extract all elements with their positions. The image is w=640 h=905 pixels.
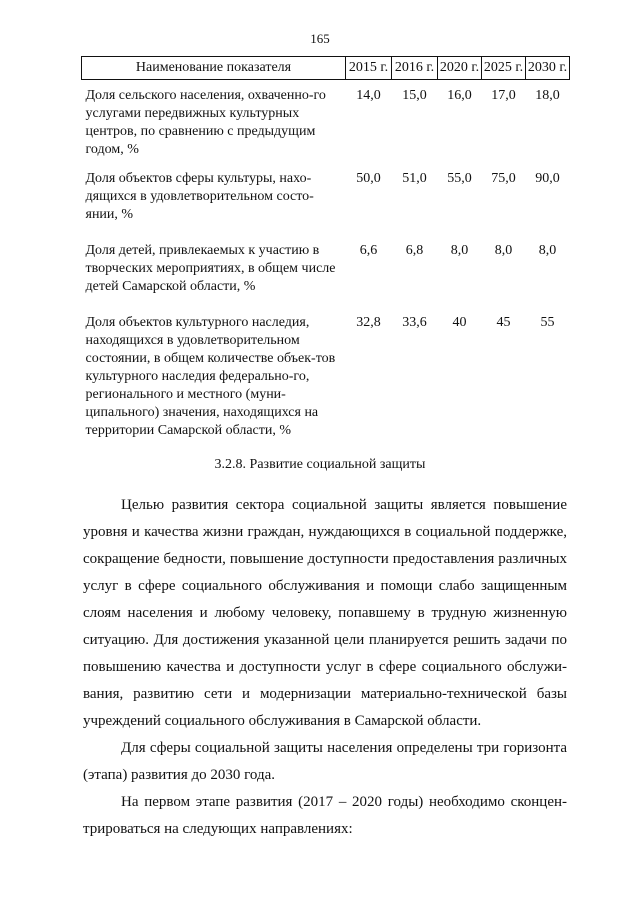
value-cell: 17,0	[491, 88, 516, 103]
indicator-name: Доля объектов сферы культуры, нахо-дящихся в удовлетворительном состо-янии, %	[85, 170, 314, 222]
value-cell: 90,0	[535, 170, 560, 186]
value-cell: 33,6	[402, 314, 427, 330]
value-cell: 18,0	[535, 88, 560, 103]
header-year: 2030 г.	[526, 57, 570, 80]
indicators-table	[81, 56, 570, 444]
value-cell: 32,8	[356, 314, 381, 330]
header-year: 2020 г.	[438, 57, 482, 80]
table-row	[82, 80, 570, 170]
body-text	[83, 735, 567, 789]
value-cell: 8,0	[450, 242, 469, 258]
table-row	[82, 170, 570, 242]
body-text	[83, 492, 567, 735]
value-cell: 16,0	[447, 88, 472, 103]
paragraph: Целью развития сектора социальной защиты является повышение уровня и качества жизни граждан, нуждающихся в социальной поддержке, сокращение бедности, повышение доступности предоставления различных услуг в сфере социального обслуживания и помощи слабо защищенным слоям населения и любому человеку, попавшему в трудную жизненную ситуацию. Для достижения указанной цели планируется решить задачи по повышению качества и доступности услуг в сфере социального обслужи-вания, развитию сети и модернизации материально-технической базы учреждений социального обслуживания в Самарской области.	[83, 497, 567, 729]
section-heading: 3.2.8. Развитие социальной защиты	[214, 457, 426, 472]
table-row	[82, 242, 570, 314]
value-cell: 8,0	[494, 242, 513, 258]
value-cell: 55	[540, 314, 555, 330]
value-cell: 40	[452, 314, 467, 330]
table-row	[82, 314, 570, 444]
indicator-name: Доля детей, привлекаемых к участию в творческих мероприятиях, в общем числе детей Самарской области, %	[85, 242, 336, 294]
paragraph: Для сферы социальной защиты населения определены три горизонта (этапа) развития до 2030 года.	[83, 740, 567, 783]
header-indicator-name: Наименование показателя	[82, 57, 346, 80]
value-cell: 75,0	[491, 170, 516, 186]
header-year: 2015 г.	[346, 57, 392, 80]
page-number: 165	[310, 31, 330, 46]
value-cell: 55,0	[447, 170, 472, 186]
value-cell: 8,0	[538, 242, 557, 258]
value-cell: 6,6	[359, 242, 378, 258]
value-cell: 50,0	[356, 170, 381, 186]
value-cell: 45	[496, 314, 511, 330]
value-cell: 51,0	[402, 170, 427, 186]
value-cell: 15,0	[402, 88, 427, 103]
paragraph: На первом этапе развития (2017 – 2020 годы) необходимо сконцен-трироваться на следующих направлениях:	[83, 794, 567, 837]
table-header-row	[82, 57, 570, 80]
value-cell: 14,0	[356, 88, 381, 103]
body-text	[83, 789, 567, 843]
value-cell: 6,8	[405, 242, 424, 258]
indicator-name: Доля сельского населения, охваченно-го услугами передвижных культурных центров, по сравнению с предыдущим годом, %	[85, 88, 326, 157]
header-year: 2025 г.	[482, 57, 526, 80]
indicator-name: Доля объектов культурного наследия, находящихся в удовлетворительном состоянии, в общем количестве объек-тов культурного наследия федерально-го, регионального и местного (муни-ципального) значения, находящихся на территории Самарской области, %	[85, 314, 336, 438]
header-year: 2016 г.	[392, 57, 438, 80]
